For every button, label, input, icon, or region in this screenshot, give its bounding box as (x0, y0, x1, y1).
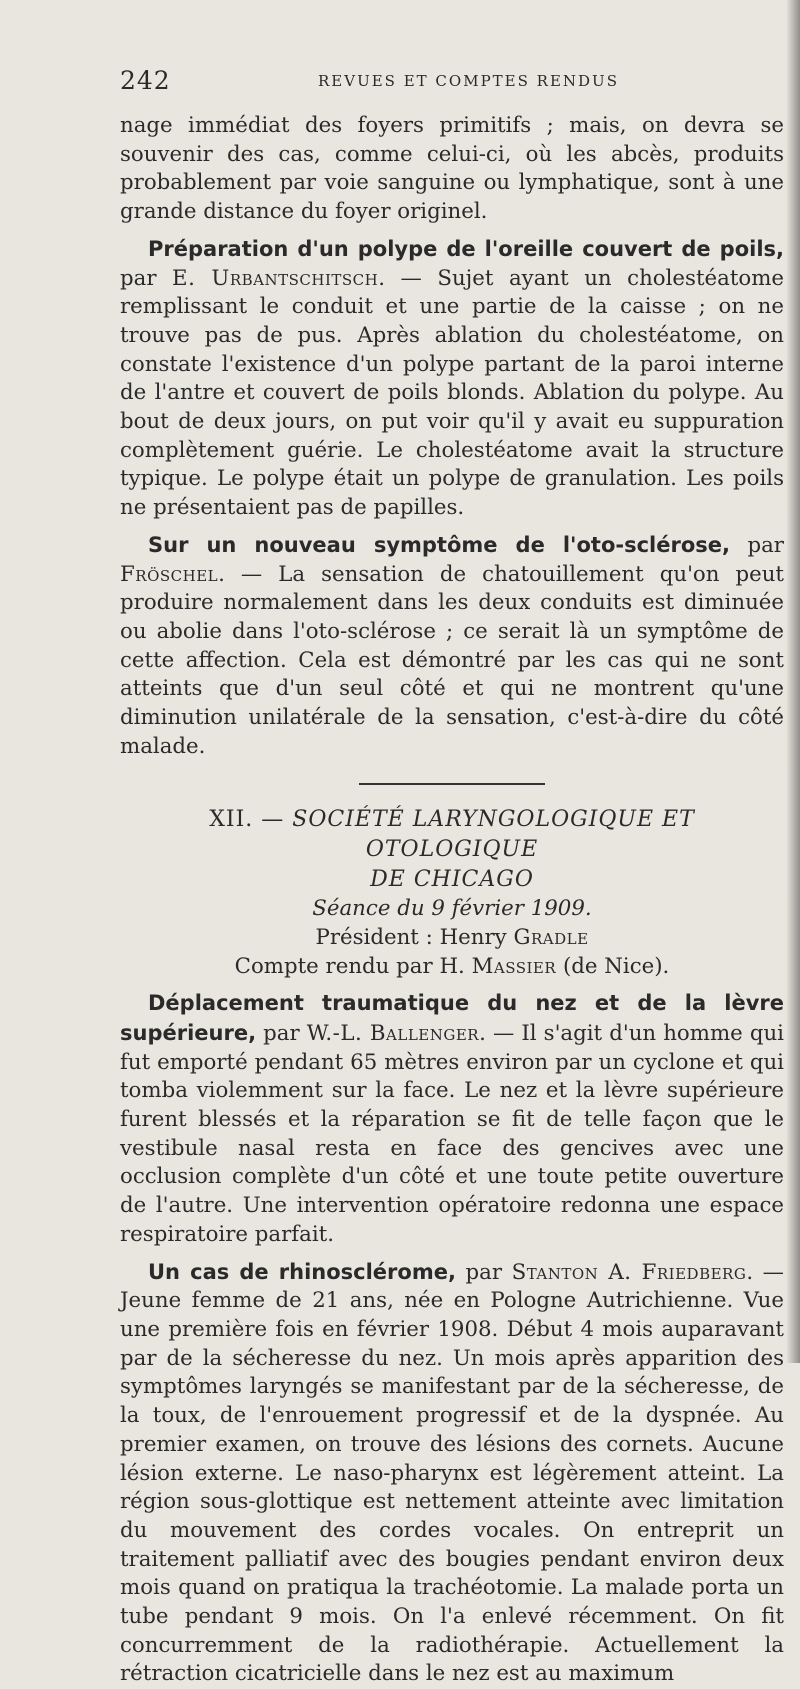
article-author: Stanton A. Friedberg (511, 1259, 747, 1285)
article-body: . — La sensation de chatouillement qu'on peut produire normalement dans les deux conduits est diminuée ou abolie dans l'oto-sclérose ; ce serait là un symptôme de cette affection. Cela est démontré par les cas qui ne sont atteints que d'un seul côté et qui ne montrent qu'une diminution unilatérale de la sensation, c'est-à-dire du côté malade. (120, 561, 784, 759)
article-author: E. Urbantschitsch (172, 265, 379, 291)
page-header (120, 66, 784, 96)
article-heading: Préparation d'un polype de l'oreille couvert de poils, (148, 236, 784, 261)
article-body: . — Il s'agit d'un homme qui fut emporté pendant 65 mètres environ par un cyclone et qui tomba violemment sur la face. Le nez et la lèvre supérieure furent blessés et la réparation se fit de telle façon que le vestibule nasal resta en face des gencives avec une occlusion complète d'un côté et une toute petite ouverture de l'autre. Une intervention opératoire redonna une espace respiratoire parfait. (120, 1020, 784, 1247)
session-reporter: Compte rendu par H. Massier (de Nice). (234, 953, 670, 979)
paragraph-continuation: nage immédiat des foyers primitifs ; mais, on devra se souvenir des cas, comme celui-ci, où les abcès, produits probablement par voie sanguine ou lymphatique, sont à une grande distance du foyer originel. (120, 113, 784, 225)
article-author: W.-L. Ballenger (306, 1020, 480, 1046)
section-title-line2: DE CHICAGO (370, 867, 534, 893)
article-heading: Sur un nouveau symptôme de l'oto-sclérose, (148, 532, 730, 557)
article-rhinoscleromee: Un cas de rhinosclérome, par Stanton A. Friedberg. — Jeune femme de 21 ans, née en Pologne Autrichienne. Vue une première fois en février 1908. Début 4 mois auparavant par de la sécheresse du nez. Un mois après apparition des symptômes laryngés se manifestant par de la sécheresse, de la toux, de l'enrouement progressif et de la dyspnée. Au premier examen, on trouve des lésions des cornets. Aucune lésion externe. Le naso-pharynx est légèrement atteint. La région sous-glottique est nettement atteinte avec limitation du mouvement des cordes vocales. On entreprit un traitement palliatif avec des bougies pendant environ deux mois quand on pratiqua la trachéotomie. La malade porta un tube pendant 9 mois. On l'a enlevé récemment. On fit concurremment de la radiothérapie. Actuellement la rétraction cicatricielle dans le nez est au maximum (120, 1259, 784, 1687)
page-number: 242 (120, 66, 171, 95)
running-title: REVUES ET COMPTES RENDUS (318, 72, 619, 90)
article-body: . — Sujet ayant un cholestéatome remplissant le conduit et une partie de la caisse ; on ne trouve pas de pus. Après ablation du cholestéatome, on constate l'existence d'un polype partant de la paroi interne de l'antre et couvert de poils blonds. Ablation du polype. Au bout de deux jours, on put voir qu'il y avait eu suppuration complètement guérie. Le cholestéatome avait la structure typique. Le polype était un polype de granulation. Les poils ne présentaient pas de papilles. (120, 265, 785, 521)
session-president: Président : Henry Gradle (315, 925, 589, 951)
section-title: XII. — SOCIÉTÉ LARYNGOLOGIQUE ET OTOLOGIQUE (209, 807, 695, 863)
article-author: Fröschel (120, 561, 219, 587)
article-polype: Préparation d'un polype de l'oreille couvert de poils, par E. Urbantschitsch. — Sujet ayant un cholestéatome remplissant le conduit et une partie de la caisse ; on ne trouve pas de pus. Après ablation du cholestéatome, on constate l'existence d'un polype partant de la paroi interne de l'antre et couvert de poils blonds. Ablation du polype. Au bout de deux jours, on put voir qu'il y avait eu suppuration complètement guérie. Le cholestéatome avait la structure typique. Le polype était un polype de granulation. Les poils ne présentaient pas de papilles. (120, 236, 785, 521)
article-oto-sclerose: Sur un nouveau symptôme de l'oto-sclérose, par Fröschel. — La sensation de chatouillement qu'on peut produire normalement dans les deux conduits est diminuée ou abolie dans l'oto-sclérose ; ce serait là un symptôme de cette affection. Cela est démontré par les cas qui ne sont atteints que d'un seul côté et qui ne montrent qu'une diminution unilatérale de la sensation, c'est-à-dire du côté malade. (120, 532, 784, 759)
article-heading: Un cas de rhinosclérome, (148, 1259, 456, 1284)
session-date: Séance du 9 février 1909. (312, 896, 592, 922)
page-edge-shadow (786, 0, 800, 1363)
article-heading: Déplacement traumatique du nez et de la lèvre supérieure, (120, 991, 784, 1045)
page-content (120, 112, 784, 1689)
section-divider (359, 783, 545, 785)
article-deplacement: Déplacement traumatique du nez et de la lèvre supérieure, par W.-L. Ballenger. — Il s'agit d'un homme qui fut emporté pendant 65 mètres environ par un cyclone et qui tomba violemment sur la face. Le nez et la lèvre supérieure furent blessés et la réparation se fit de telle façon que le vestibule nasal resta en face des gencives avec une occlusion complète d'un côté et une toute petite ouverture de l'autre. Une intervention opératoire redonna une espace respiratoire parfait. (120, 991, 784, 1247)
article-body: . — Jeune femme de 21 ans, née en Pologne Autrichienne. Vue une première fois en février 1908. Début 4 mois auparavant par de la sécheresse du nez. Un mois après apparition des symptômes laryngés se manifestant par de la sécheresse, de la toux, de l'enrouement progressif et de la dyspnée. Au premier examen, on trouve des lésions des cornets. Aucune lésion externe. Le naso-pharynx est légèrement atteint. La région sous-glottique est nettement atteinte avec limitation du mouvement des cordes vocales. On entreprit un traitement palliatif avec des bougies pendant environ deux mois quand on pratiqua la trachéotomie. La malade porta un tube pendant 9 mois. On l'a enlevé récemment. On fit concurremment de la radiothérapie. Actuellement la rétraction cicatricielle dans le nez est au maximum (120, 1259, 784, 1687)
